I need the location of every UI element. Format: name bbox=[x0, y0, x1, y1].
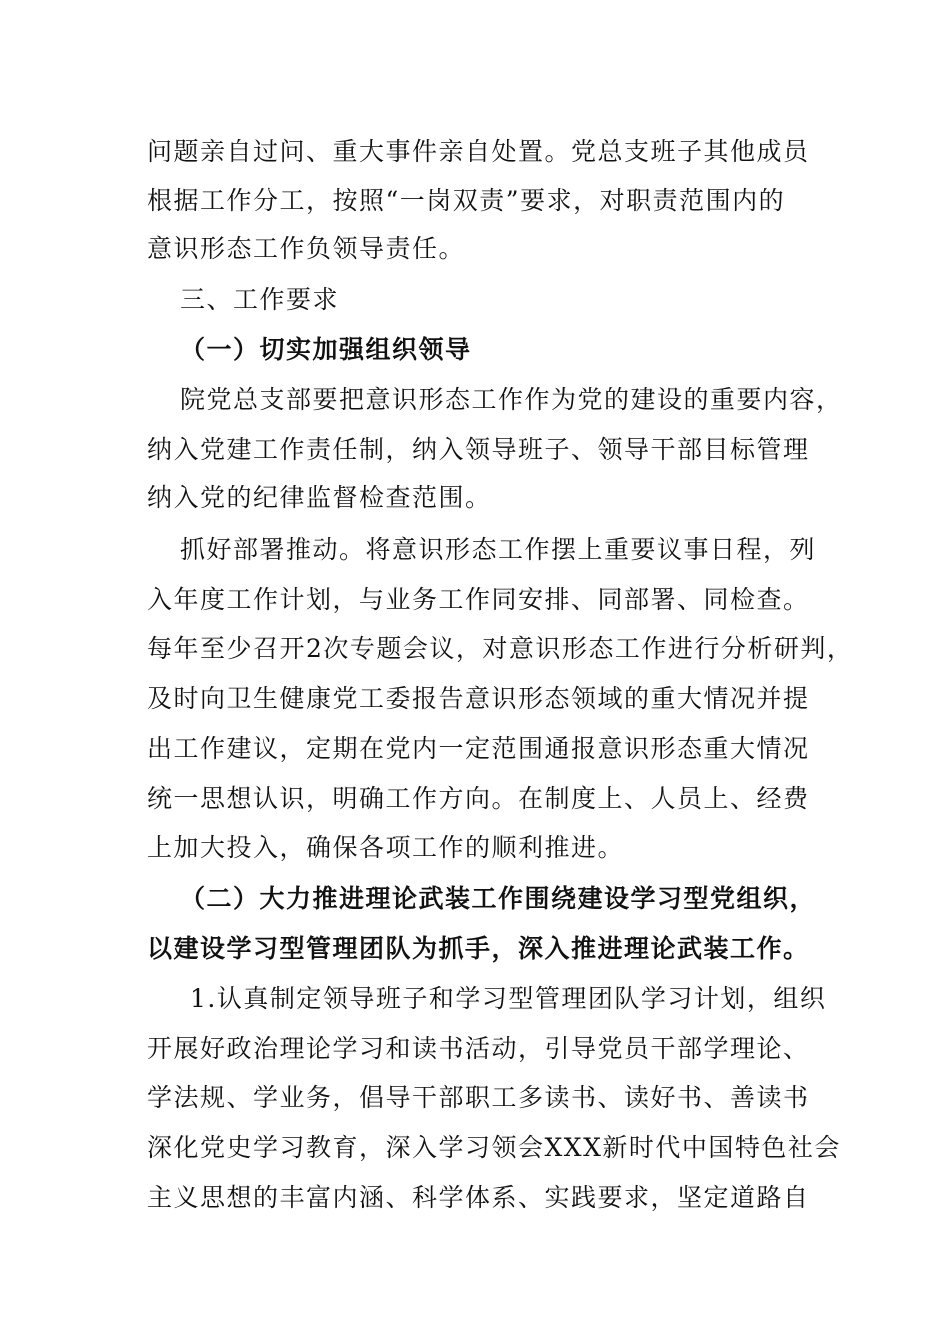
body-line: 每年至少召开2次专题会议，对意识形态工作进行分析研判， bbox=[147, 634, 854, 663]
body-line: 根据工作分工，按照“一岗双责”要求，对职责范围内的 bbox=[147, 186, 786, 215]
body-line: 1.认真制定领导班子和学习型管理团队学习计划，组织 bbox=[190, 984, 827, 1013]
body-line: 深化党史学习教育，深入学习领会XXX新时代中国特色社会 bbox=[147, 1133, 841, 1162]
subsection-heading: （一）切实加强组织领导 bbox=[180, 335, 472, 364]
section-heading: 三、工作要求 bbox=[180, 285, 340, 314]
body-line: 出工作建议，定期在党内一定范围通报意识形态重大情况 bbox=[147, 734, 810, 763]
body-line: 学法规、学业务，倡导干部职工多读书、读好书、善读书 bbox=[147, 1083, 810, 1112]
subsection-heading-cont: 以建设学习型管理团队为抓手，深入推进理论武装工作。 bbox=[147, 934, 810, 963]
body-line: 院党总支部要把意识形态工作作为党的建设的重要内容， bbox=[180, 385, 843, 414]
body-line: 主义思想的丰富内涵、科学体系、实践要求，坚定道路自 bbox=[147, 1183, 810, 1212]
body-line: 抓好部署推动。将意识形态工作摆上重要议事日程，列 bbox=[180, 535, 817, 564]
body-line: 纳入党的纪律监督检查范围。 bbox=[147, 483, 492, 512]
body-line: 及时向卫生健康党工委报告意识形态领域的重大情况并提 bbox=[147, 684, 810, 713]
body-line: 统一思想认识，明确工作方向。在制度上、人员上、经费 bbox=[147, 784, 810, 813]
body-line: 入年度工作计划，与业务工作同安排、同部署、同检查。 bbox=[147, 585, 810, 614]
subsection-heading: （二）大力推进理论武装工作围绕建设学习型党组织， bbox=[180, 884, 817, 913]
body-line: 意识形态工作负领导责任。 bbox=[147, 234, 466, 263]
body-line: 纳入党建工作责任制，纳入领导班子、领导干部目标管理 bbox=[147, 435, 810, 464]
body-line: 问题亲自过问、重大事件亲自处置。党总支班子其他成员 bbox=[147, 137, 810, 166]
body-line: 上加大投入，确保各项工作的顺利推进。 bbox=[147, 833, 625, 862]
body-line: 开展好政治理论学习和读书活动，引导党员干部学理论、 bbox=[147, 1034, 810, 1063]
